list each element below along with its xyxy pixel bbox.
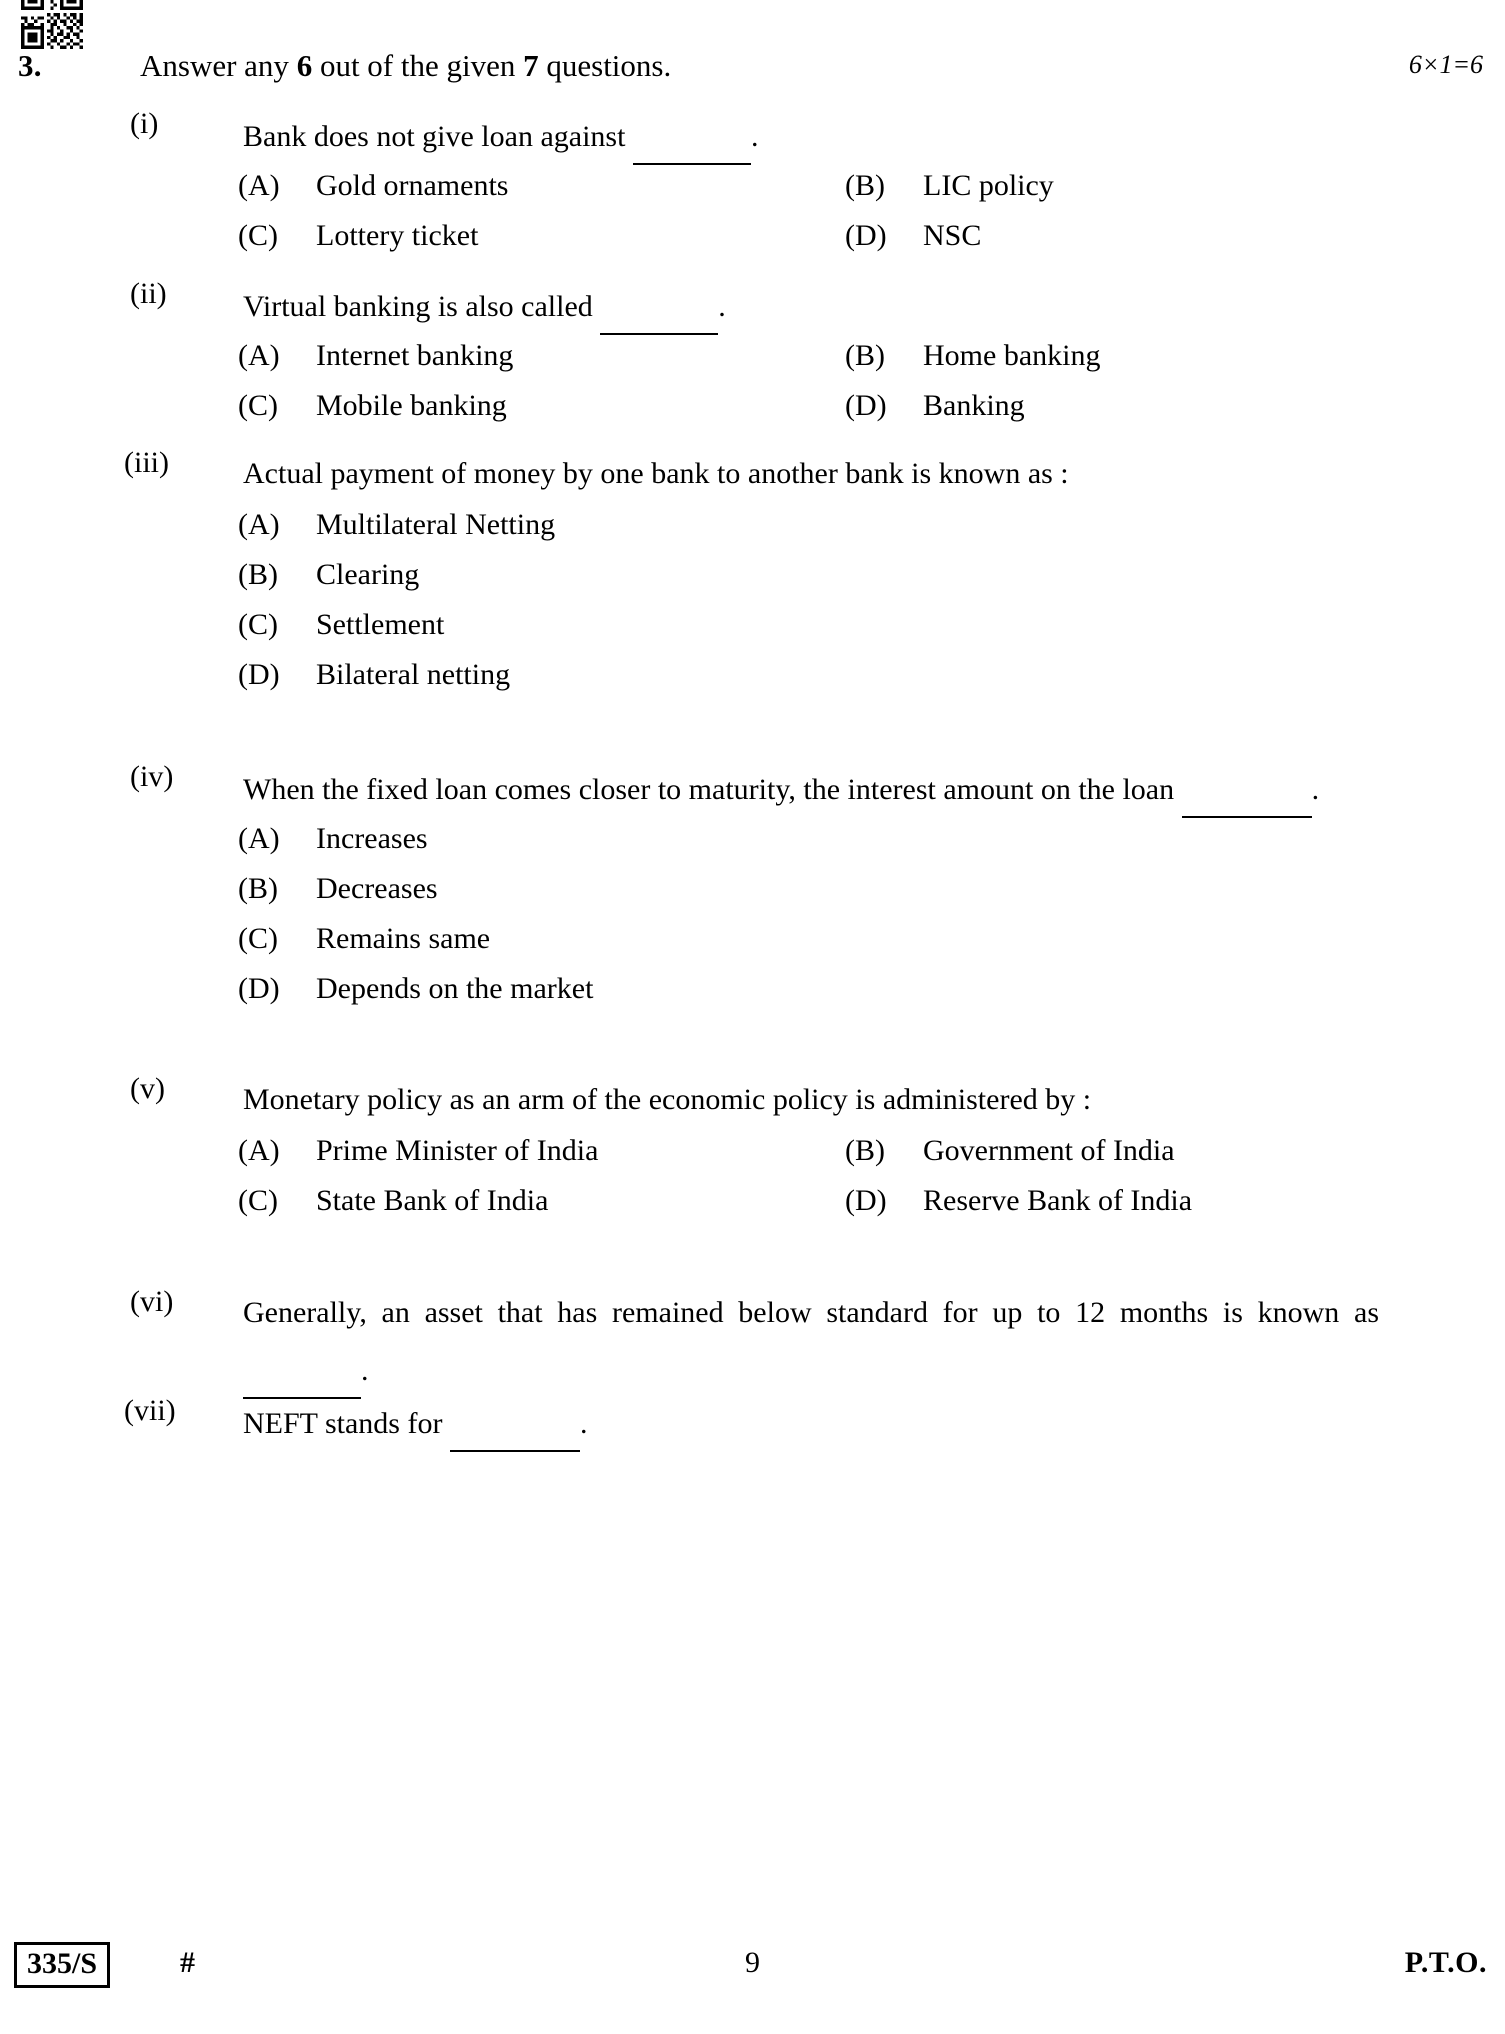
option-c[interactable] bbox=[238, 389, 507, 423]
question-stem: Actual payment of money by one bank to another bank is known as : bbox=[243, 457, 1069, 490]
option-a[interactable] bbox=[238, 339, 513, 373]
option-label: State Bank of India bbox=[316, 1184, 549, 1217]
option-letter: (C) bbox=[238, 219, 278, 252]
option-label: Lottery ticket bbox=[316, 219, 479, 252]
answer-blank bbox=[633, 107, 751, 165]
option-label: NSC bbox=[923, 219, 982, 252]
option-letter: (C) bbox=[238, 608, 278, 641]
question-stem-end: . bbox=[750, 120, 759, 153]
instruction-suffix: questions. bbox=[538, 48, 672, 83]
option-label: Increases bbox=[316, 822, 428, 855]
question-roman-label: (ii) bbox=[130, 277, 167, 310]
question-text bbox=[243, 760, 1379, 818]
question-text bbox=[243, 1072, 1379, 1128]
option-d[interactable] bbox=[845, 389, 1025, 423]
answer-blank bbox=[450, 1394, 580, 1452]
question-text bbox=[243, 277, 1379, 335]
option-d[interactable] bbox=[845, 1184, 1192, 1218]
option-d[interactable] bbox=[845, 219, 981, 253]
question-number: 3. bbox=[18, 48, 42, 83]
option-letter: (C) bbox=[238, 389, 278, 422]
question-stem-end: . bbox=[361, 1354, 369, 1387]
page-footer bbox=[0, 1942, 1505, 1998]
answer-blank bbox=[600, 277, 718, 335]
answer-blank bbox=[1182, 760, 1312, 818]
option-letter: (B) bbox=[845, 169, 885, 202]
option-letter: (B) bbox=[845, 1134, 885, 1167]
option-label: Settlement bbox=[316, 608, 445, 641]
option-label: Gold ornaments bbox=[316, 169, 509, 202]
option-b[interactable] bbox=[238, 558, 419, 592]
option-b[interactable] bbox=[238, 872, 438, 906]
question-stem: Virtual banking is also called bbox=[243, 290, 601, 323]
option-letter: (B) bbox=[238, 558, 278, 591]
option-letter: (A) bbox=[238, 822, 280, 855]
question-text bbox=[243, 1394, 1379, 1452]
question-stem: Monetary policy as an arm of the economic policy is administered by : bbox=[243, 1083, 1092, 1116]
question-stem: Generally, an asset that has remained below standard for up to 12 months is known as bbox=[243, 1296, 1379, 1329]
option-label: Government of India bbox=[923, 1134, 1175, 1167]
question-stem: NEFT stands for bbox=[243, 1407, 450, 1440]
option-label: Decreases bbox=[316, 872, 438, 905]
option-label: Prime Minister of India bbox=[316, 1134, 599, 1167]
option-a[interactable] bbox=[238, 1134, 598, 1168]
option-c[interactable] bbox=[238, 1184, 548, 1218]
option-label: Bilateral netting bbox=[316, 658, 511, 691]
question-text bbox=[243, 446, 1379, 502]
option-label: Home banking bbox=[923, 339, 1101, 372]
question-stem: When the fixed loan comes closer to maturity, the interest amount on the loan bbox=[243, 773, 1182, 806]
paper-code: 335/S bbox=[14, 1942, 110, 1988]
option-letter: (C) bbox=[238, 922, 278, 955]
option-label: Mobile banking bbox=[316, 389, 507, 422]
question-roman-label: (iv) bbox=[130, 760, 174, 793]
option-c[interactable] bbox=[238, 219, 478, 253]
option-label: LIC policy bbox=[923, 169, 1054, 202]
question-roman-label: (vii) bbox=[124, 1394, 176, 1427]
option-letter: (D) bbox=[845, 1184, 887, 1217]
option-letter: (B) bbox=[845, 339, 885, 372]
option-a[interactable] bbox=[238, 508, 555, 542]
option-letter: (D) bbox=[845, 219, 887, 252]
question-stem-end: . bbox=[718, 290, 726, 323]
option-label: Clearing bbox=[316, 558, 420, 591]
option-letter: (D) bbox=[845, 389, 887, 422]
instruction-count-total: 7 bbox=[523, 48, 539, 83]
option-letter: (D) bbox=[238, 658, 280, 691]
option-label: Internet banking bbox=[316, 339, 514, 372]
pto-marker: P.T.O. bbox=[1404, 1946, 1487, 1979]
question-roman-label: (v) bbox=[130, 1072, 165, 1105]
option-letter: (A) bbox=[238, 339, 280, 372]
option-label: Banking bbox=[923, 389, 1025, 422]
option-b[interactable] bbox=[845, 339, 1100, 373]
question-stem-end: . bbox=[579, 1407, 588, 1440]
option-c[interactable] bbox=[238, 608, 444, 642]
option-b[interactable] bbox=[845, 169, 1054, 203]
question-stem: Bank does not give loan against bbox=[243, 120, 633, 153]
option-letter: (A) bbox=[238, 169, 280, 202]
qr-code-icon bbox=[18, 0, 86, 52]
option-c[interactable] bbox=[238, 922, 490, 956]
question-roman-label: (vi) bbox=[130, 1285, 174, 1318]
option-label: Multilateral Netting bbox=[316, 508, 556, 541]
option-letter: (B) bbox=[238, 872, 278, 905]
instruction-count-answer: 6 bbox=[296, 48, 313, 83]
option-letter: (D) bbox=[238, 972, 280, 1005]
marks-allocation: 6×1=6 bbox=[1408, 50, 1483, 79]
question-text bbox=[243, 107, 1379, 165]
question-roman-label: (iii) bbox=[124, 446, 169, 479]
option-d[interactable] bbox=[238, 972, 593, 1006]
option-letter: (A) bbox=[238, 508, 280, 541]
option-letter: (A) bbox=[238, 1134, 280, 1167]
answer-blank bbox=[243, 1341, 361, 1399]
option-a[interactable] bbox=[238, 169, 508, 203]
option-letter: (C) bbox=[238, 1184, 278, 1217]
instruction-prefix: Answer any bbox=[140, 48, 297, 83]
question-text bbox=[243, 1285, 1379, 1399]
question-header bbox=[0, 48, 1505, 94]
instruction-middle: out of the given bbox=[312, 48, 524, 83]
question-stem-end: . bbox=[1311, 773, 1320, 806]
option-label: Reserve Bank of India bbox=[923, 1184, 1193, 1217]
question-roman-label: (i) bbox=[130, 107, 159, 140]
page-number: 9 bbox=[745, 1946, 760, 1979]
option-label: Depends on the market bbox=[316, 972, 594, 1005]
option-label: Remains same bbox=[316, 922, 491, 955]
question-instruction bbox=[140, 48, 671, 84]
option-a[interactable] bbox=[238, 822, 428, 856]
option-d[interactable] bbox=[238, 658, 510, 692]
hash-marker: # bbox=[180, 1946, 195, 1979]
option-b[interactable] bbox=[845, 1134, 1175, 1168]
